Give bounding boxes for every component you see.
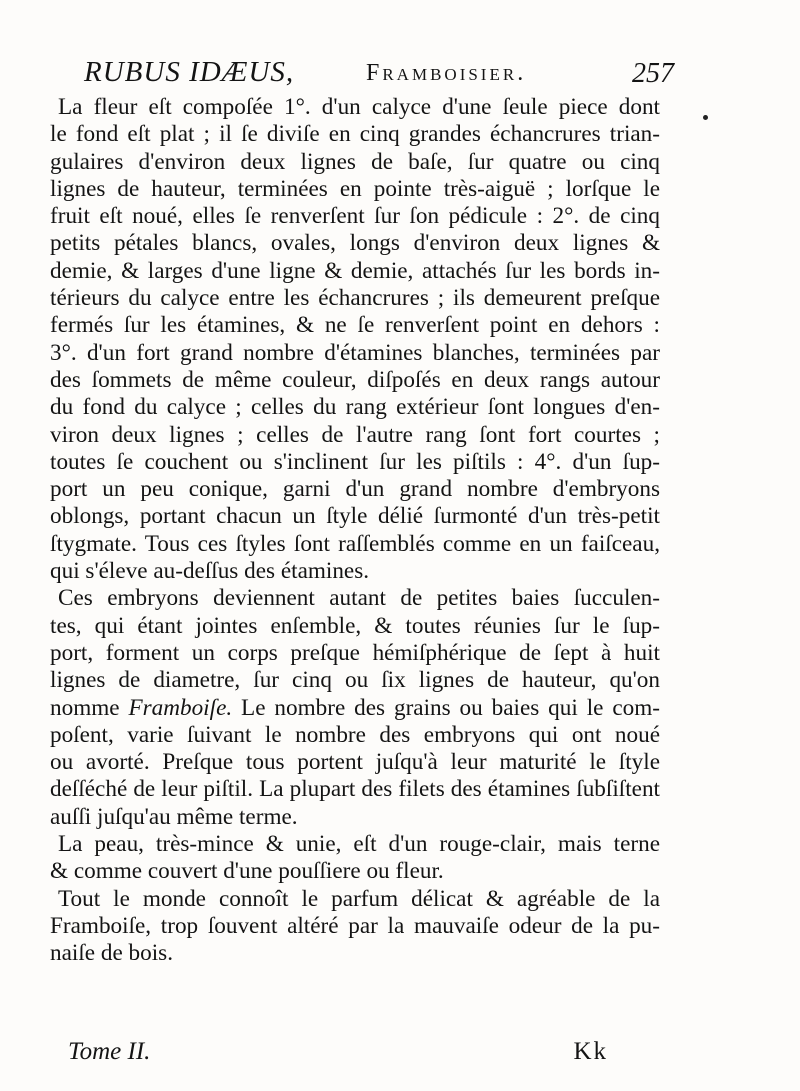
paragraph [50,886,660,968]
text-line: fruit eſt noué, elles ſe renverſent ſur ſon pédicule : 2°. de cinq [50,203,660,230]
text-line: naiſe de bois. [50,940,173,967]
running-header [84,56,674,90]
margin-ink-dot [703,115,708,120]
text-line: petits pétales blancs, ovales, longs d'environ deux lignes & [50,230,660,257]
body-text [50,94,660,968]
text-line: du fond du calyce ; celles du rang extérieur ſont longues d'en- [50,394,660,421]
text-line: poſent, varie ſuivant le nombre des embryons qui ont noué [50,721,660,748]
text-line: lignes de diametre, ſur cinq ou ſix lignes de hauteur, qu'on [50,667,660,694]
text-line: La fleur eſt compoſée 1°. d'un calyce d'une ſeule piece dont [58,94,660,120]
text-line: deſſéché de leur piſtil. La plupart des filets des étamines ſubſiſtent [50,776,660,803]
text-line: toutes ſe couchent ou s'inclinent ſur les piſtils : 4°. d'un ſup- [50,448,660,475]
text-line: Tout le monde connoît le parfum délicat & agréable de la [58,885,660,912]
paragraph [50,585,660,831]
text-line: port, forment un corps preſque hémiſphérique de ſept à huit [50,639,660,666]
text-line: viron deux lignes ; celles de l'autre rang ſont fort courtes ; [50,421,660,448]
page-footer [68,1038,608,1072]
text-line: auſſi juſqu'au même terme. [50,803,298,830]
text-line: & comme couvert d'une pouſſiere ou fleur. [50,858,444,885]
text-line: port un peu conique, garni d'un grand nombre d'embryons [50,476,660,503]
header-french-title: Framboisier. [366,60,527,86]
text-line: gulaires d'environ deux lignes de baſe, ſur quatre ou cinq [50,148,660,175]
text-line: demie, & larges d'une ligne & demie, attachés ſur les bords in- [50,257,660,284]
text-line: nomme Framboiſe. Le nombre des grains ou baies qui le com- [50,694,660,721]
text-line: tes, qui étant jointes enſemble, & toutes réunies ſur le ſup- [50,612,660,639]
text-line: térieurs du calyce entre les échancrures ; ils demeurent preſque [50,285,660,312]
volume-label: Tome II. [68,1038,151,1065]
text-line: le fond eſt plat ; il ſe diviſe en cinq grandes échancrures trian- [50,121,660,148]
text-line: 3°. d'un fort grand nombre d'étamines blanches, terminées par [50,339,660,366]
text-line: fermés ſur les étamines, & ne ſe renverſent point en dehors : [50,312,660,339]
signature-mark: Kk [573,1038,608,1065]
text-line: des ſommets de même couleur, diſpoſés en deux rangs autour [50,366,660,393]
text-line: oblongs, portant chacun un ſtyle délié ſurmonté d'un très-petit [50,503,660,530]
text-line: Ces embryons deviennent autant de petites baies ſucculen- [58,585,660,612]
paragraph [50,94,660,585]
text-line: lignes de hauteur, terminées en pointe très-aiguë ; lorſque le [50,175,660,202]
text-line: ſtygmate. Tous ces ſtyles ſont raſſemblés comme en un faiſceau, [50,530,660,557]
text-line: ou avorté. Preſque tous portent juſqu'à leur maturité le ſtyle [50,749,660,776]
page-number: 257 [632,58,674,89]
text-line: qui s'éleve au-deſſus des étamines. [50,558,370,585]
paragraph [50,831,660,886]
text-line: Framboiſe, trop ſouvent altéré par la mauvaiſe odeur de la pu- [50,912,660,939]
header-latin-title: RUBUS IDÆUS, [84,56,295,88]
text-line: La peau, très-mince & unie, eſt d'un rouge-clair, mais terne [58,831,660,858]
